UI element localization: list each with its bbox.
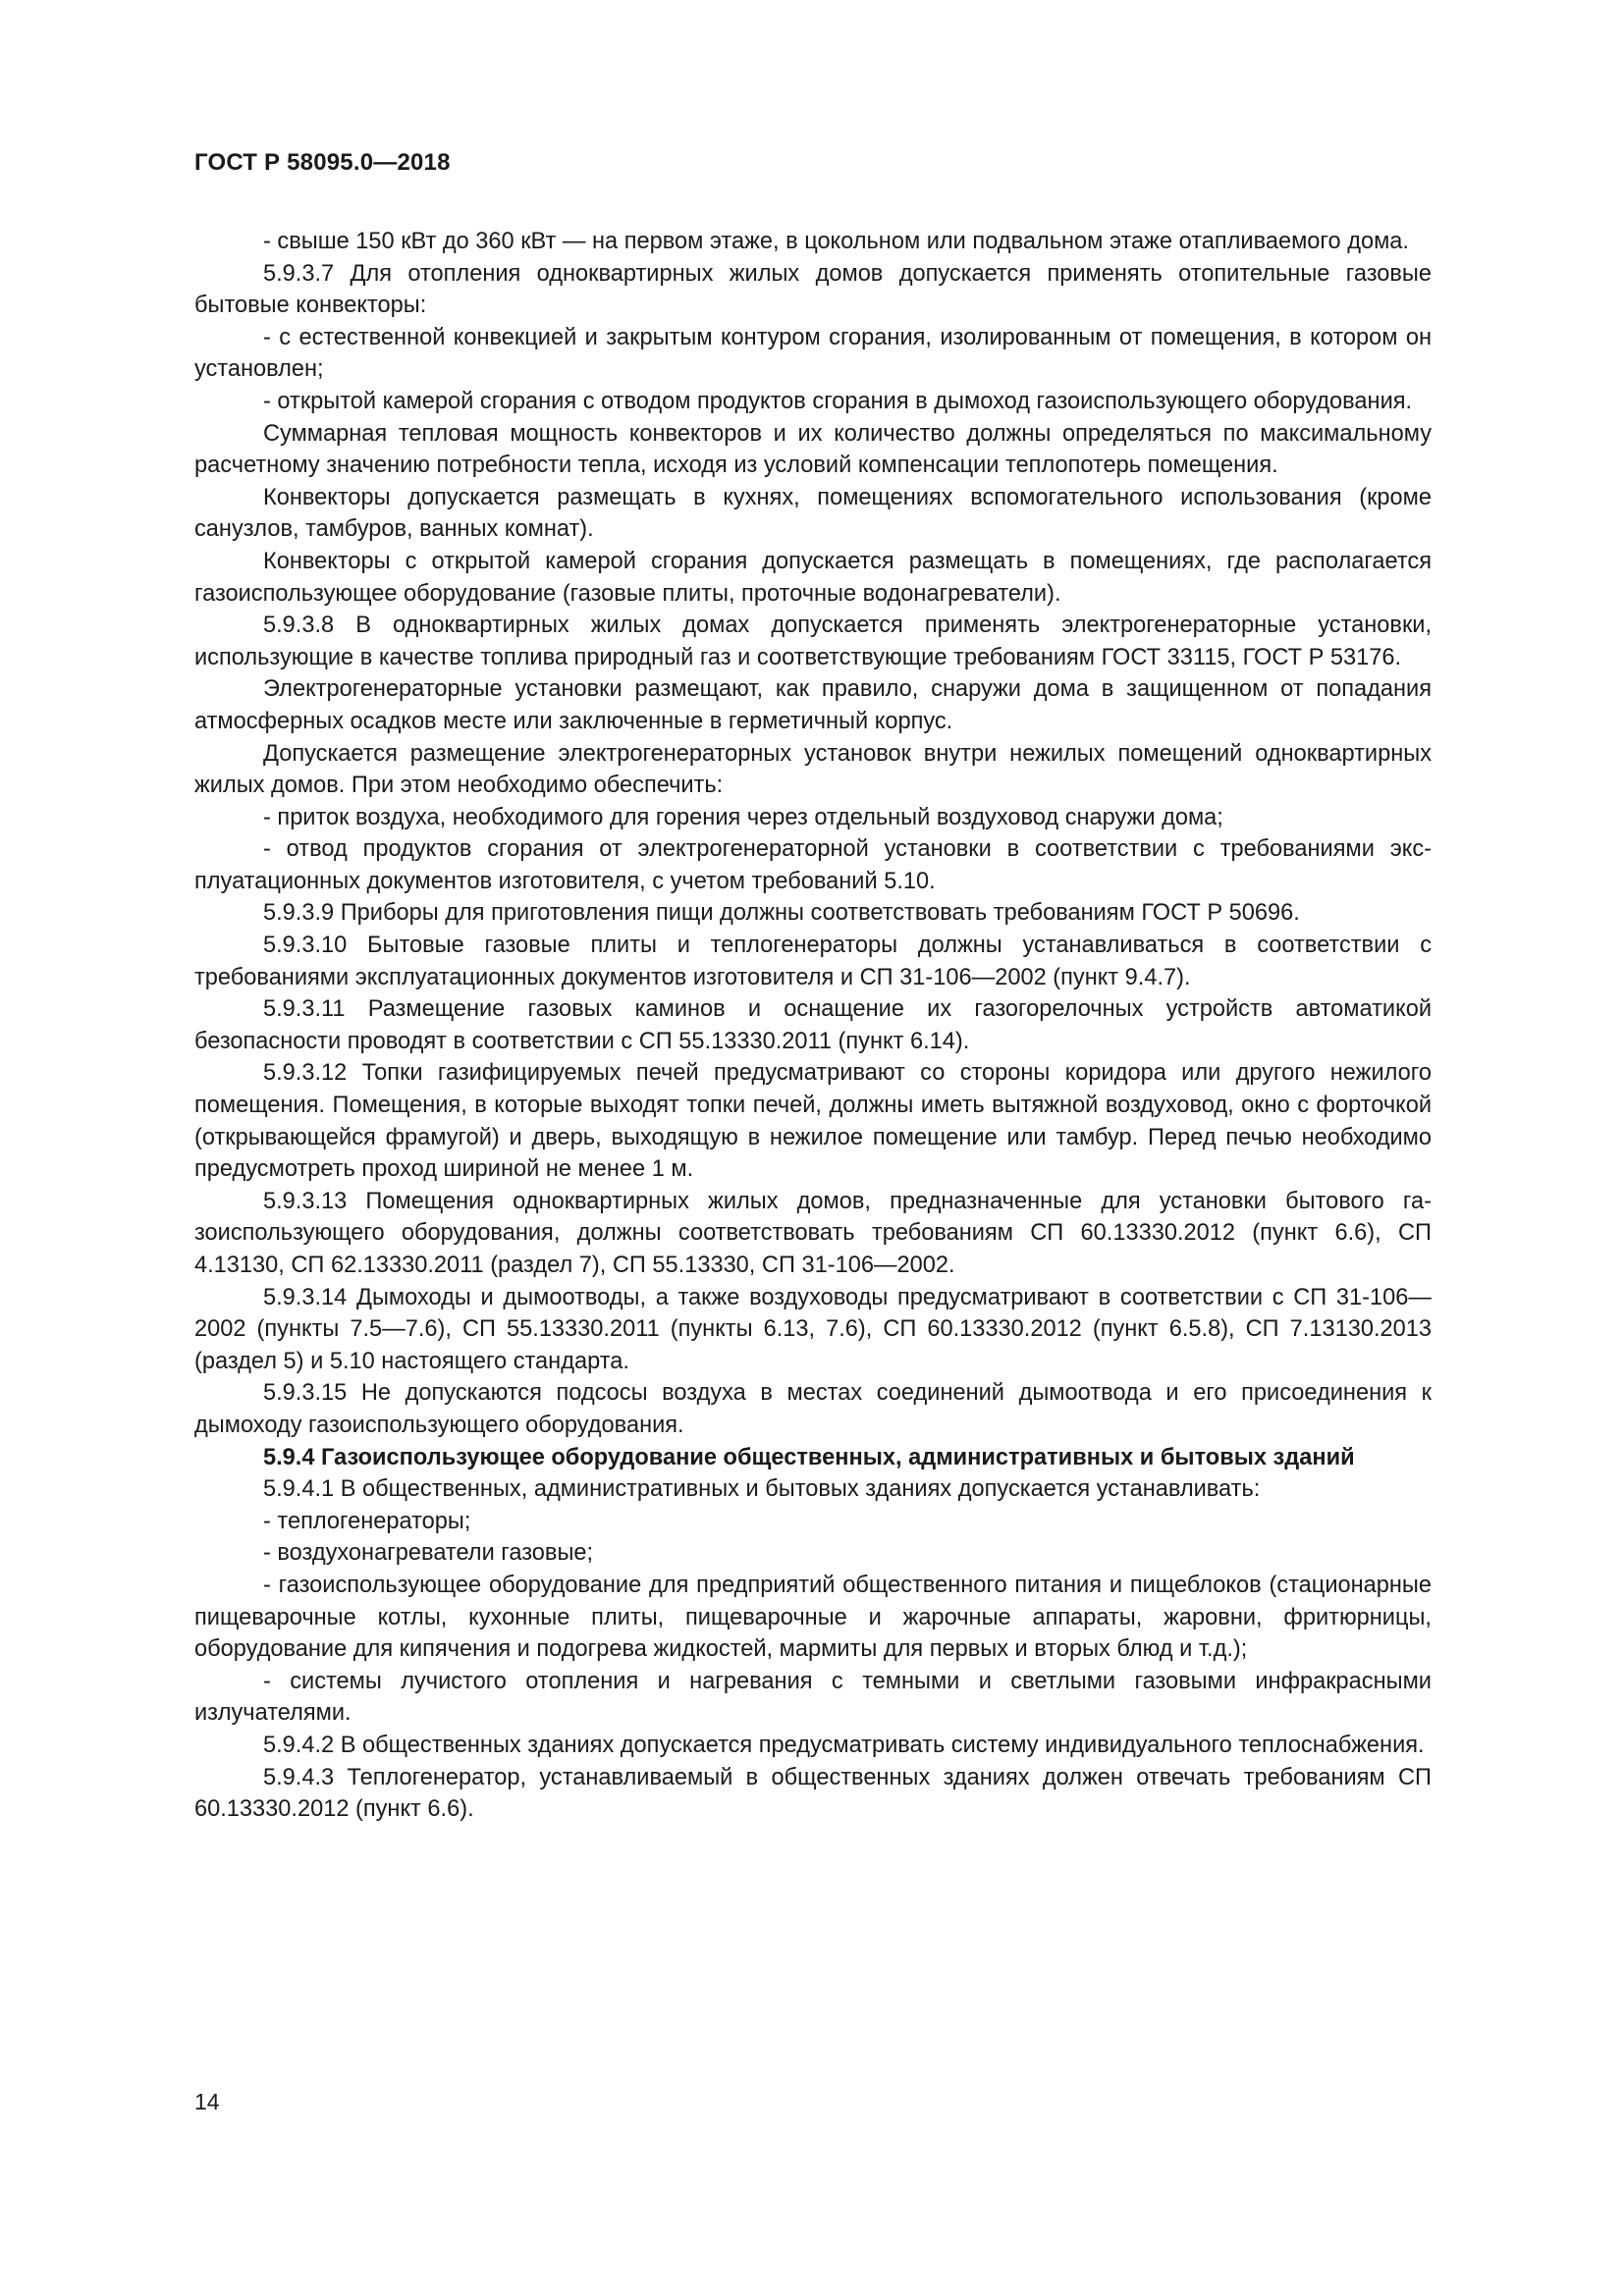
page-number: 14	[194, 2089, 220, 2114]
paragraph: - свыше 150 кВт до 360 кВт — на первом этаже, в цокольном или подвальном этаже отапливаемого дома.	[263, 229, 1409, 254]
paragraph: - с естественной конвекцией и закрытым контуром сгорания, изолированным от помещения, в котором он установлен;	[194, 324, 1432, 383]
paragraph: 5.9.3.10 Бытовые газовые плиты и теплогенераторы должны устанавливаться в соответствии с требованиями эксплуатационных документов изготовителя и СП 31-106—2002 (пункт 9.4.7).	[194, 933, 1432, 990]
paragraph: 5.9.3.7 Для отопления одноквартирных жилых домов допускается применять отопительные газовые бытовые конвекторы:	[194, 260, 1432, 319]
paragraph: 5.9.3.12 Топки газифицируемых печей предусматривают со стороны коридора или другого нежилого помещения. Помещения, в которые выходят топки печей, должны иметь вытяжной воздуховод, окно с форточкой (открывающейся фрамугой) и дверь, выходящую в нежилое помещение или тамбур. Перед печью необходимо предусмотреть проход шириной не менее 1 м.	[194, 1060, 1432, 1183]
paragraph: 5.9.3.14 Дымоходы и дымоотводы, а также воздуховоды предусматривают в соответствии с СП 31-106—2002 (пункты 7.5—7.6), СП 55.13330.2011 (пункты 6.13, 7.6), СП 60.13330.2012 (пункт 6.5.8), СП 7.13130.2013 (раздел 5) и 5.10 настоящего стандарта.	[194, 1284, 1432, 1374]
paragraph: - открытой камерой сгорания с отводом продуктов сгорания в дымоход газоиспользующего оборудования.	[263, 388, 1413, 414]
paragraph: 5.9.4.1 В общественных, административных и бытовых зданиях допускается устанавливать:	[263, 1476, 1261, 1503]
document-body	[194, 226, 1432, 1826]
paragraph: 5.9.3.13 Помещения одноквартирных жилых домов, предназначенные для установки бытового газоиспользующего оборудования, должны соответствовать требованиям СП 60.13330.2012 (пункт 6.6), СП 4.13130, СП 62.13330.2011 (раздел 7), СП 55.13330, СП 31-106—2002.	[194, 1188, 1432, 1278]
paragraph: - системы лучистого отопления и нагревания с темными и светлыми газовыми инфракрасными излучателями.	[194, 1668, 1432, 1727]
paragraph: - приток воздуха, необходимого для горения через отдельный воздуховод снаружи дома;	[263, 804, 1223, 830]
section-heading: 5.9.4 Газоиспользующее оборудование общественных, административных и бытовых зданий	[263, 1444, 1355, 1470]
paragraph: 5.9.3.8 В одноквартирных жилых домах допускается применять электрогенераторные установки, использующие в качестве топлива природный газ и соответствующие требованиям ГОСТ 33115, ГОСТ Р 53176.	[194, 613, 1432, 670]
paragraph: Конвекторы с открытой камерой сгорания допускается размещать в помещениях, где располагается газоиспользующее оборудование (газовые плиты, проточные водонагреватели).	[194, 548, 1432, 607]
paragraph: Допускается размещение электрогенераторных установок внутри нежилых помещений одноквартирных жилых домов. При этом необходимо обеспечить:	[194, 740, 1432, 799]
paragraph: - отвод продуктов сгорания от электрогенераторной установки в соответствии с требованиями эксплуатационных документов изготовителя, с учетом требований 5.10.	[194, 836, 1432, 894]
paragraph: 5.9.4.3 Теплогенератор, устанавливаемый в общественных зданиях должен отвечать требованиям СП 60.13330.2012 (пункт 6.6).	[194, 1764, 1432, 1823]
paragraph: 5.9.3.9 Приборы для приготовления пищи должны соответствовать требованиям ГОСТ Р 50696.	[263, 900, 1300, 927]
paragraph: 5.9.3.15 Не допускаются подсосы воздуха в местах соединений дымоотвода и его присоединения к дымоходу газоиспользующего оборудования.	[194, 1380, 1432, 1438]
document-header: ГОСТ Р 58095.0—2018	[194, 149, 451, 176]
paragraph: Суммарная тепловая мощность конвекторов и их количество должны определяться по максимальному расчетному значению потребности тепла, исходя из условий компенсации теплопотерь помещения.	[194, 420, 1432, 479]
paragraph: Конвекторы допускается размещать в кухнях, помещениях вспомогательного использования (кроме санузлов, тамбуров, ванных комнат).	[194, 484, 1432, 543]
paragraph: - газоиспользующее оборудование для предприятий общественного питания и пищеблоков (стационарные пищеварочные котлы, кухонные плиты, пищеварочные и жарочные аппараты, жаровни, фритюрницы, оборудование для кипячения и подогрева жидкостей, мармиты для первых и вторых блюд и т.д.);	[194, 1572, 1432, 1663]
paragraph: Электрогенераторные установки размещают, как правило, снаружи дома в защищенном от попадания атмосферных осадков месте или заключенные в герметичный корпус.	[194, 676, 1432, 734]
paragraph: 5.9.3.11 Размещение газовых каминов и оснащение их газогорелочных устройств автоматикой безопасности проводят в соответствии с СП 55.13330.2011 (пункт 6.14).	[194, 996, 1432, 1054]
paragraph: - воздухонагреватели газовые;	[263, 1540, 594, 1567]
paragraph: - теплогенераторы;	[263, 1508, 471, 1534]
paragraph: 5.9.4.2 В общественных зданиях допускается предусматривать систему индивидуального теплоснабжения.	[263, 1732, 1425, 1758]
